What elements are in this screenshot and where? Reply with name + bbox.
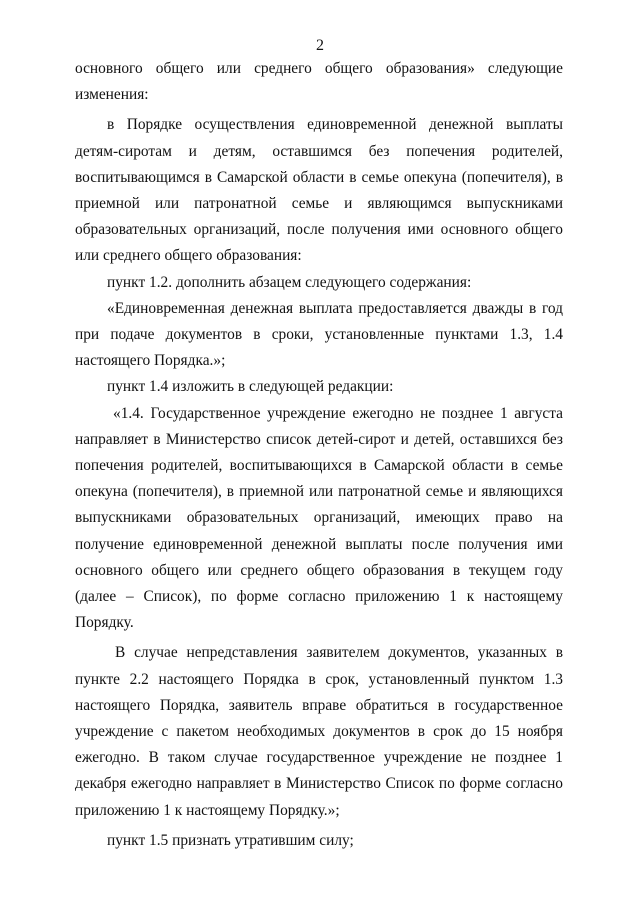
document-body: [75, 56, 563, 854]
paragraph-item-1-4-continuation: В случае непредставления заявителем документов, указанных в пункте 2.2 настоящего Порядка в срок, установленный пунктом 1.3 настоящего Порядка, заявитель вправе обратиться в государственное учреждение с пакетом необходимых документов в срок до 15 ноября ежегодно. В таком случае государственное учреждение не позднее 1 декабря ежегодно направляет в Министерство Список по форме согласно приложению 1 к настоящему Порядку.»;: [75, 644, 563, 819]
page-number: 2: [316, 37, 324, 54]
paragraph-item-1-2-instruction: пункт 1.2. дополнить абзацем следующего содержания:: [107, 273, 472, 291]
paragraph-item-1-4-text: «1.4. Государственное учреждение ежегодно не позднее 1 августа направляет в Министерство список детей-сирот и детей, оставшихся без попечения родителей, воспитывающихся в Самарской области в семье опекуна (попечителя), в приемной или патронатной семье и являющихся выпускниками образовательных организаций, имеющих право на получение единовременной денежной выплаты после получения ими основного общего или среднего общего образования в текущем году (далее – Список), по форме согласно приложению 1 к настоящему Порядку.: [75, 404, 563, 632]
paragraph-item-1-2-text: «Единовременная денежная выплата предоставляется дважды в год при подаче документов в сроки, установленные пунктами 1.3, 1.4 настоящего Порядка.»;: [75, 299, 563, 370]
paragraph-order-title: в Порядке осуществления единовременной денежной выплаты детям-сиротам и детям, оставшимся без попечения родителей, воспитывающимся в Самарской области в семье опекуна (попечителя), в приемной или патронатной семье и являющимся выпускниками образовательных организаций, после получения ими основного общего или среднего общего образования:: [75, 116, 563, 265]
paragraph-item-1-4-instruction: пункт 1.4 изложить в следующей редакции:: [107, 378, 394, 396]
paragraph-item-1-5-instruction: пункт 1.5 признать утратившим силу;: [107, 831, 354, 849]
paragraph-intro-continuation: основного общего или среднего общего образования» следующие изменения:: [75, 60, 563, 104]
